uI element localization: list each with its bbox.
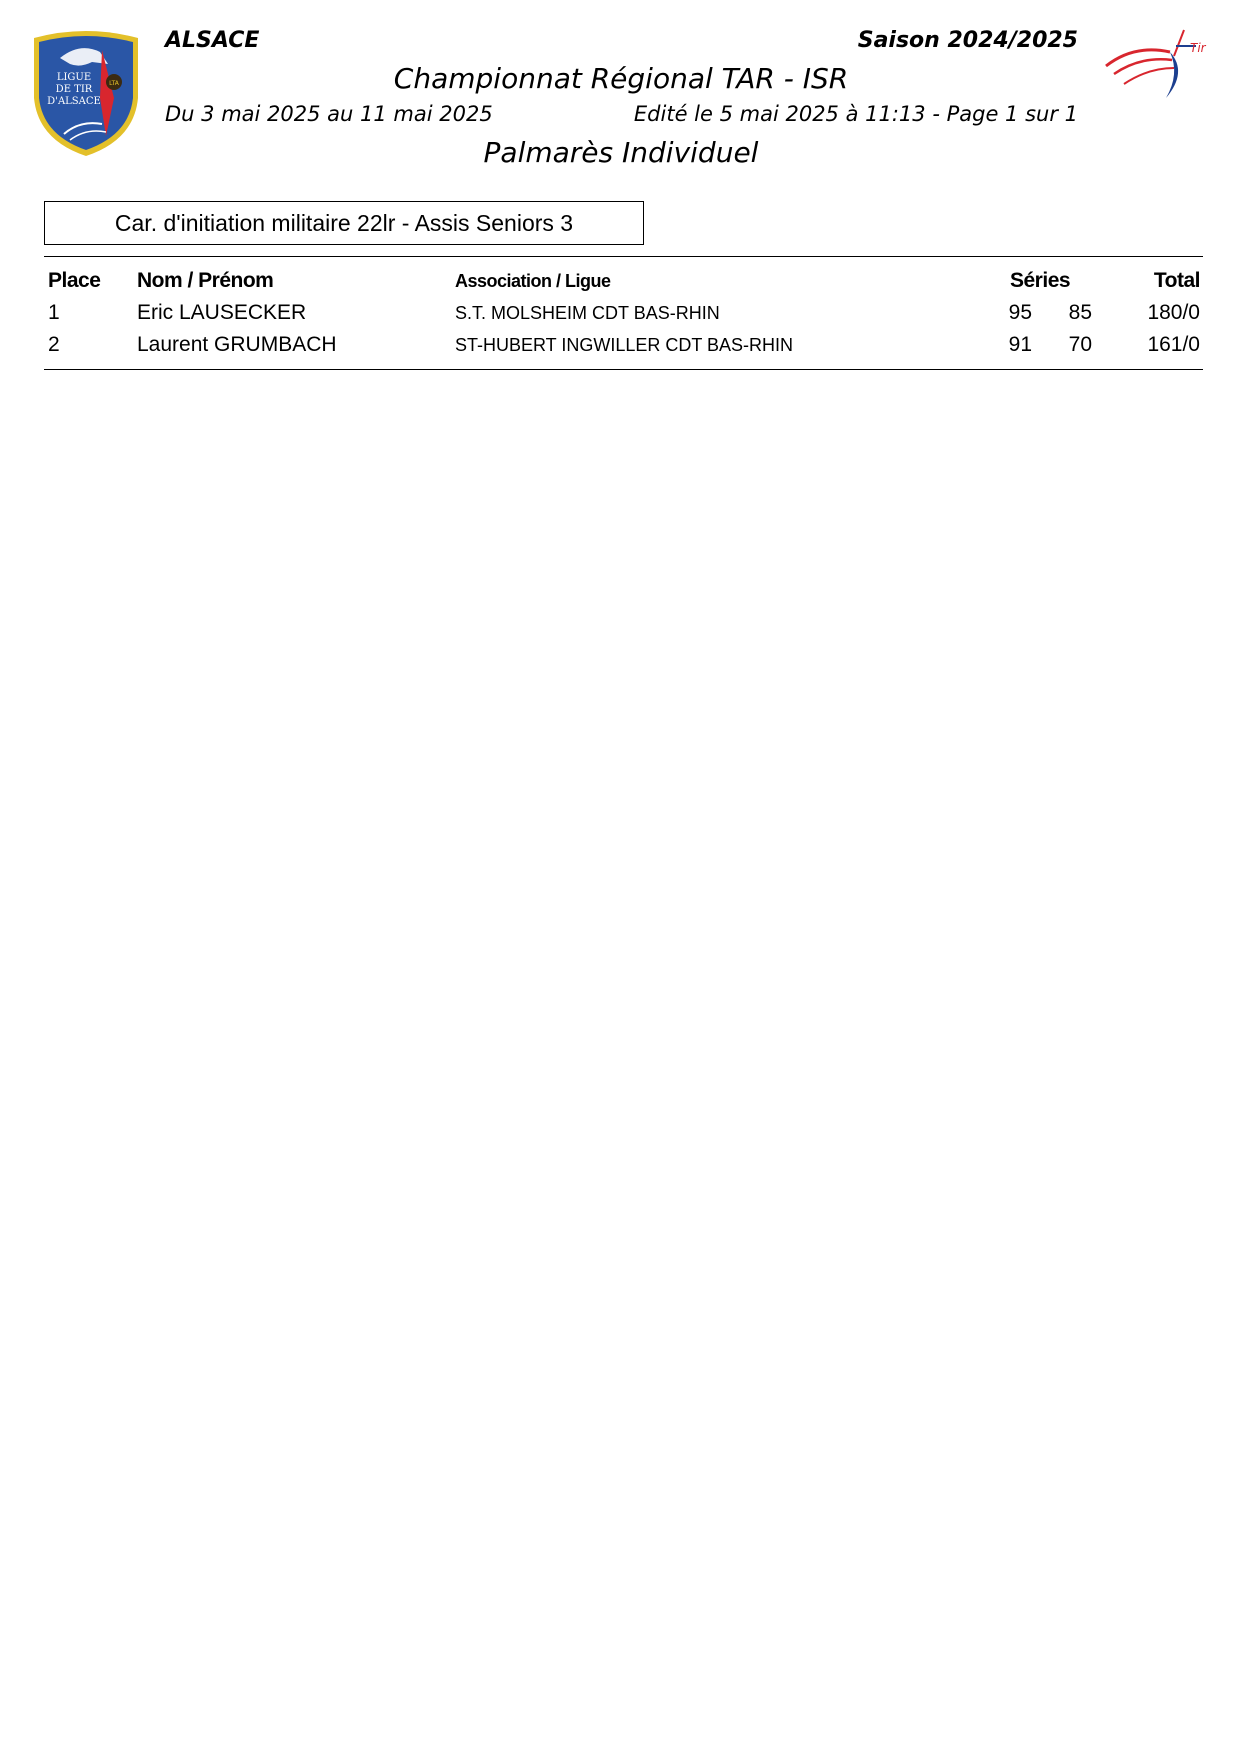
region-label: ALSACE bbox=[165, 28, 260, 53]
table-top-divider bbox=[44, 256, 1203, 257]
crest-line-2: DE TIR bbox=[55, 84, 93, 95]
page-subtitle: Palmarès Individuel bbox=[483, 136, 759, 169]
season-label: Saison 2024/2025 bbox=[857, 28, 1078, 53]
row-total: 161/0 bbox=[1147, 333, 1200, 356]
crest-badge-text: LTA bbox=[109, 80, 119, 87]
page-title: Championnat Régional TAR - ISR bbox=[393, 62, 849, 95]
row-series-1: 95 bbox=[1008, 301, 1032, 324]
edited-timestamp: Edité le 5 mai 2025 à 11:13 - Page 1 sur 1 bbox=[633, 102, 1078, 126]
row-name: Eric LAUSECKER bbox=[137, 301, 307, 324]
crest-line-3: D'ALSACE bbox=[47, 96, 101, 107]
category-title: Car. d'initiation militaire 22lr - Assis Seniors 3 bbox=[44, 201, 644, 245]
row-series-2: 70 bbox=[1068, 333, 1092, 356]
header-place: Place bbox=[48, 269, 101, 292]
header-total: Total bbox=[1153, 269, 1200, 292]
header-association: Association / Ligue bbox=[455, 271, 611, 291]
crest-line-1: LIGUE bbox=[56, 72, 92, 83]
fftir-logo-text: Tir bbox=[1190, 41, 1206, 55]
row-place: 1 bbox=[48, 301, 60, 324]
row-place: 2 bbox=[48, 333, 60, 356]
row-series-1: 91 bbox=[1008, 333, 1032, 356]
header-name: Nom / Prénom bbox=[137, 269, 274, 292]
header-series: Séries bbox=[1010, 269, 1071, 292]
row-association: S.T. MOLSHEIM CDT BAS-RHIN bbox=[455, 303, 720, 323]
row-association: ST-HUBERT INGWILLER CDT BAS-RHIN bbox=[455, 335, 794, 355]
date-range: Du 3 mai 2025 au 11 mai 2025 bbox=[165, 102, 493, 126]
table-bottom-divider bbox=[44, 369, 1203, 370]
row-series-2: 85 bbox=[1068, 301, 1092, 324]
row-total: 180/0 bbox=[1147, 301, 1200, 324]
row-name: Laurent GRUMBACH bbox=[137, 333, 337, 356]
